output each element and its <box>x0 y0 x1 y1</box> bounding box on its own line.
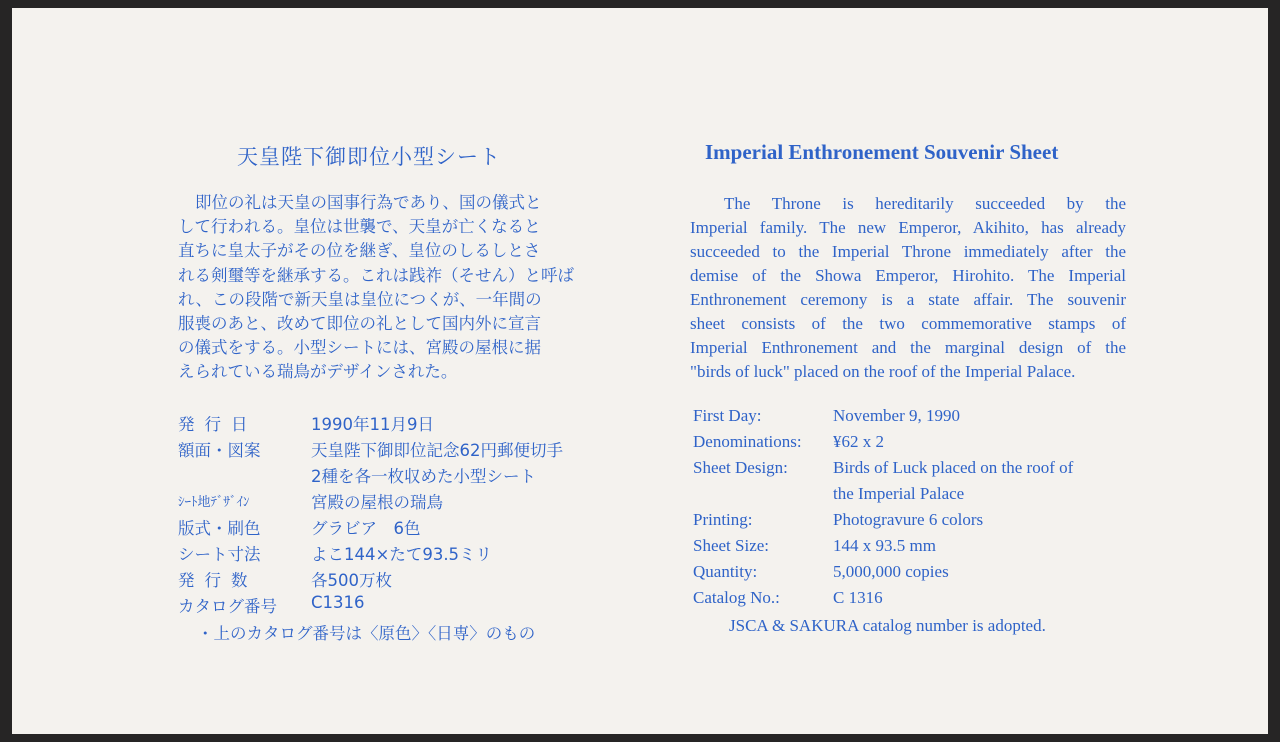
english-body-line: demise of the Showa Emperor, Hirohito. The Imperial <box>690 266 1126 285</box>
english-body-line: sheet consists of the two commemorative stamps of <box>690 314 1126 333</box>
japanese-detail-row-issue-date <box>178 411 618 437</box>
detail-value: Birds of Luck placed on the roof of <box>833 458 1074 477</box>
detail-label: Quantity: <box>693 562 758 581</box>
japanese-body-line: えられている瑞鳥がデザインされた。 <box>178 362 458 382</box>
detail-label: Sheet Size: <box>693 536 770 555</box>
detail-value: 2種を各一枚収めた小型シート <box>311 467 536 486</box>
detail-value: 144 x 93.5 mm <box>833 536 936 555</box>
detail-label: カタログ番号 <box>178 597 277 616</box>
japanese-body-line: 直ちに皇太子がその位を継ぎ、皇位のしるしとさ <box>178 241 541 261</box>
english-details-table <box>693 406 1133 614</box>
japanese-catalog-note: ・上のカタログ番号は〈原色〉〈日専〉のもの <box>197 624 536 643</box>
japanese-detail-row-denomination-cont <box>178 463 618 489</box>
detail-value: November 9, 1990 <box>833 406 961 425</box>
english-description <box>690 192 1126 384</box>
detail-value: 宮殿の屋根の瑞鳥 <box>311 493 443 512</box>
japanese-body-line: 服喪のあと、改めて即位の礼として国内外に宣言 <box>178 314 541 334</box>
japanese-body-line: れ、この段階で新天皇は皇位につくが、一年間の <box>178 289 542 309</box>
english-detail-row-catalog <box>693 588 1133 614</box>
detail-value: よこ144×たて93.5ミリ <box>311 545 493 564</box>
detail-label: 版式・刷色 <box>178 519 261 538</box>
detail-label: Denominations: <box>693 432 802 451</box>
detail-value: Photogravure 6 colors <box>833 510 984 529</box>
english-body-line: Imperial Enthronement and the marginal design of the <box>690 338 1126 357</box>
detail-value: グラビア 6色 <box>311 519 421 538</box>
japanese-body-line: して行われる。皇位は世襲で、天皇が亡くなると <box>178 217 541 237</box>
english-catalog-note: JSCA & SAKURA catalog number is adopted. <box>729 616 1046 635</box>
japanese-detail-row-size <box>178 541 618 567</box>
japanese-detail-row-catalog <box>178 593 618 619</box>
english-detail-row-sheet-design <box>693 458 1133 484</box>
detail-value: 1990年11月9日 <box>311 415 434 434</box>
english-detail-row-quantity <box>693 562 1133 588</box>
english-detail-row-denominations <box>693 432 1133 458</box>
souvenir-sheet-card <box>12 8 1268 734</box>
english-detail-row-sheet-size <box>693 536 1133 562</box>
detail-label: First Day: <box>693 406 762 425</box>
detail-label: 発行数 <box>178 571 258 590</box>
detail-label: Catalog No.: <box>693 588 780 607</box>
detail-label: 発行日 <box>178 415 258 434</box>
detail-label: Sheet Design: <box>693 458 788 477</box>
english-body-line: Enthronement ceremony is a state affair. The souvenir <box>690 290 1126 309</box>
english-title: Imperial Enthronement Souvenir Sheet <box>705 140 1059 164</box>
japanese-detail-row-quantity <box>178 567 618 593</box>
english-detail-row-sheet-design-cont <box>693 484 1133 510</box>
detail-label: シート寸法 <box>178 545 261 564</box>
detail-label: 額面・図案 <box>178 441 261 460</box>
japanese-details-table <box>178 411 618 619</box>
english-body-line: "birds of luck" placed on the roof of the Imperial Palace. <box>690 362 1076 381</box>
japanese-description <box>178 191 618 385</box>
detail-value: C 1316 <box>833 588 883 607</box>
detail-value: 各500万枚 <box>311 571 392 590</box>
japanese-body-line: の儀式をする。小型シートには、宮殿の屋根に据 <box>178 338 541 358</box>
detail-value: C1316 <box>311 593 365 612</box>
japanese-detail-row-printing <box>178 515 618 541</box>
detail-label: ｼｰﾄ地ﾃﾞｻﾞｲﾝ <box>178 495 250 510</box>
detail-value: the Imperial Palace <box>833 484 965 503</box>
english-detail-row-first-day <box>693 406 1133 432</box>
english-detail-row-printing <box>693 510 1133 536</box>
detail-value: ¥62 x 2 <box>833 432 884 451</box>
english-body-line: Imperial family. The new Emperor, Akihito, has already <box>690 218 1126 237</box>
detail-value: 5,000,000 copies <box>833 562 949 581</box>
japanese-detail-row-sheet-design <box>178 489 618 515</box>
japanese-body-line: れる剣璽等を継承する。これは践祚（そせん）と呼ば <box>178 265 574 285</box>
japanese-detail-row-denomination <box>178 437 618 463</box>
detail-value: 天皇陛下御即位記念62円郵便切手 <box>311 441 563 460</box>
english-body-line: succeeded to the Imperial Throne immediately after the <box>690 242 1126 261</box>
detail-label: Printing: <box>693 510 753 529</box>
english-body-line: The Throne is hereditarily succeeded by the <box>724 194 1126 213</box>
japanese-title: 天皇陛下御即位小型シート <box>237 145 501 169</box>
japanese-body-line: 即位の礼は天皇の国事行為であり、国の儀式と <box>195 193 542 212</box>
